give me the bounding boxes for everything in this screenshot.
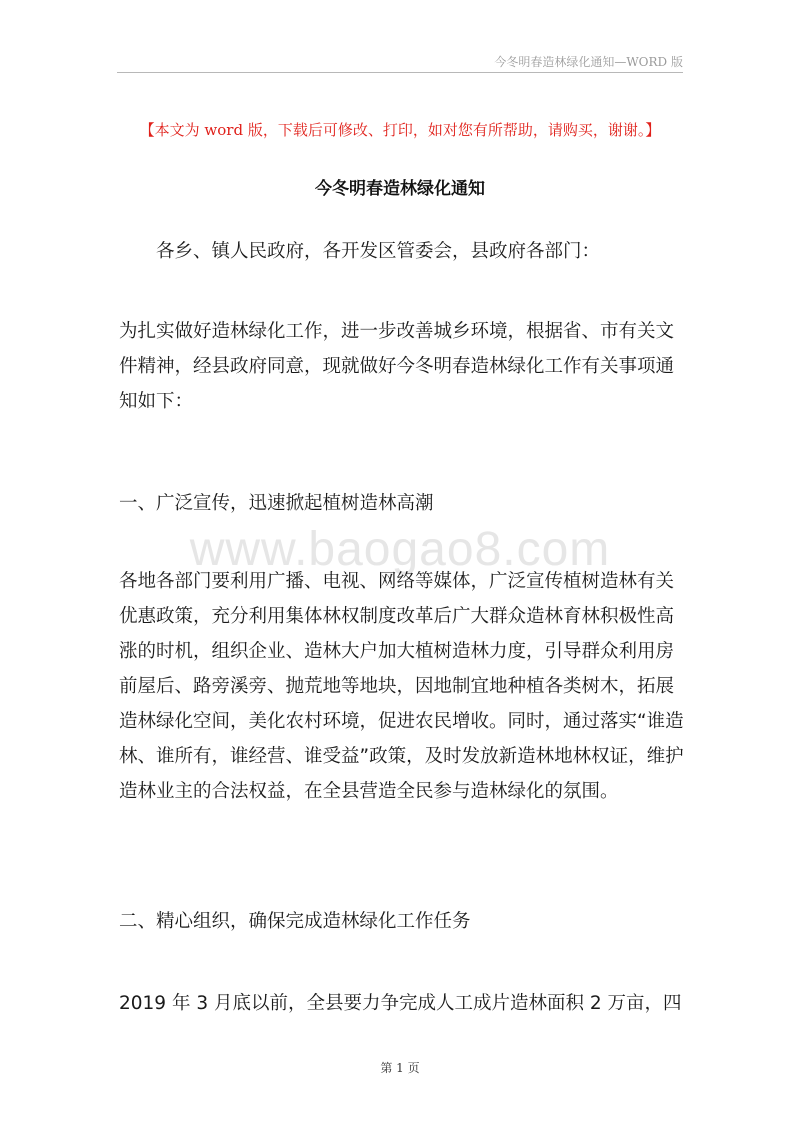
section-2-body: 2019 年 3 月底以前，全县要力争完成人工成片造林面积 2 万亩，四 bbox=[119, 993, 682, 1014]
section-1-heading: 一、广泛宣传，迅速掀起植树造林高潮 bbox=[119, 493, 434, 514]
purchase-notice: 【本文为 word 版，下载后可修改、打印，如对您有所帮助，请购买，谢谢。】 bbox=[139, 121, 661, 139]
watermark-text: www.baogao8.com bbox=[189, 523, 611, 576]
header-divider bbox=[117, 72, 683, 73]
addressee-line: 各乡、镇人民政府，各开发区管委会，县政府各部门： bbox=[156, 241, 601, 262]
intro-paragraph: 为扎实做好造林绿化工作，进一步改善城乡环境，根据省、市有关文件精神，经县政府同意，现就做好今冬明春造林绿化工作有关事项通知如下： bbox=[119, 321, 675, 412]
section-2-heading: 二、精心组织，确保完成造林绿化工作任务 bbox=[119, 911, 471, 932]
document-title: 今冬明春造林绿化通知 bbox=[315, 179, 485, 199]
page-number: 第 1 页 bbox=[380, 1061, 420, 1075]
running-header: 今冬明春造林绿化通知—WORD 版 bbox=[494, 55, 683, 69]
section-1-body: 各地各部门要利用广播、电视、网络等媒体，广泛宣传植树造林有关优惠政策，充分利用集体林权制度改革后广大群众造林育林积极性高涨的时机，组织企业、造林大户加大植树造林力度，引导群众利用房前屋后、路旁溪旁、抛荒地等地块，因地制宜地种植各类树木，拓展造林绿化空间，美化农村环境，促进农民增收。同时，通过落实“谁造林、谁所有，谁经营、谁受益”政策，及时发放新造林地林权证，维护造林业主的合法权益，在全县营造全民参与造林绿化的氛围。 bbox=[119, 571, 684, 802]
